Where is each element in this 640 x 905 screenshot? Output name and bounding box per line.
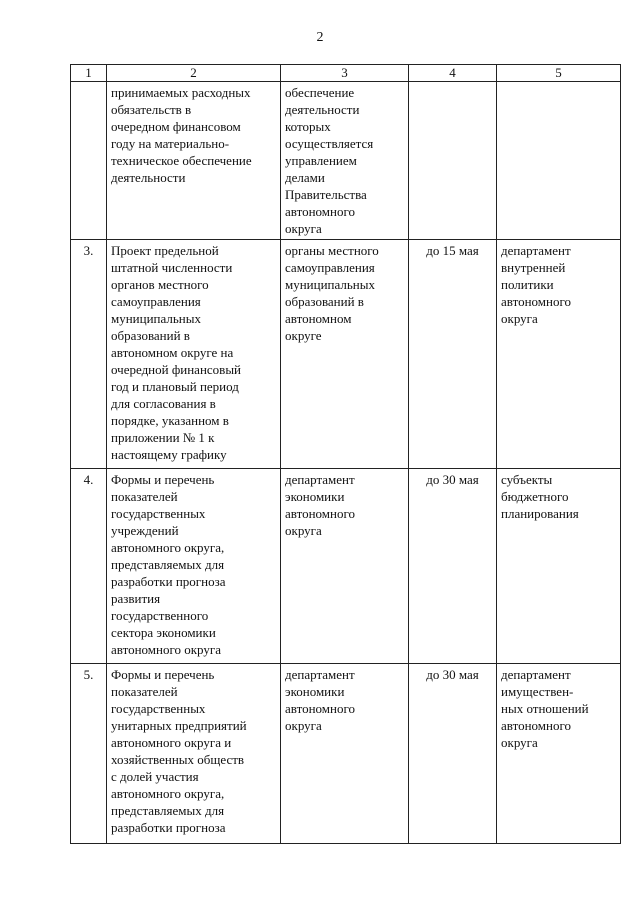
deadline: до 15 мая [409, 240, 497, 469]
header-row [71, 65, 621, 82]
deadline: до 30 мая [409, 469, 497, 664]
recipient: департамент имуществен- ных отношений автономного округа [497, 664, 621, 844]
deadline: до 30 мая [409, 664, 497, 844]
column-header: 4 [409, 65, 497, 82]
responsible-party: органы местного самоуправления муниципальных образований в автономном округе [281, 240, 409, 469]
item-title: Формы и перечень показателей государственных учреждений автономного округа, представляемых для разработки прогноза развития государственного сектора экономики автономного округа [107, 469, 281, 664]
responsible-party: обеспечение деятельности которых осуществляется управлением делами Правительства автономного округа [281, 82, 409, 240]
schedule-table [70, 64, 621, 844]
table-row [71, 469, 621, 664]
row-number: 4. [71, 469, 107, 664]
responsible-party: департамент экономики автономного округа [281, 469, 409, 664]
table-row [71, 82, 621, 240]
column-header: 5 [497, 65, 621, 82]
column-header: 2 [107, 65, 281, 82]
item-title: Проект предельной штатной численности органов местного самоуправления муниципальных образований в автономном округе на очередной финансовый год и плановый период для согласования в порядке, указанном в приложении № 1 к настоящему графику [107, 240, 281, 469]
deadline [409, 82, 497, 240]
column-header: 3 [281, 65, 409, 82]
responsible-party: департамент экономики автономного округа [281, 664, 409, 844]
item-title: Формы и перечень показателей государственных унитарных предприятий автономного округа и хозяйственных обществ с долей участия автономного округа, представляемых для разработки прогноза [107, 664, 281, 844]
recipient: департамент внутренней политики автономного округа [497, 240, 621, 469]
table-row [71, 664, 621, 844]
row-number: 5. [71, 664, 107, 844]
table-row [71, 240, 621, 469]
item-title: принимаемых расходных обязательств в очередном финансовом году на материально- техническое обеспечение деятельности [107, 82, 281, 240]
page-number: 2 [316, 30, 324, 45]
row-number [71, 82, 107, 240]
recipient: субъекты бюджетного планирования [497, 469, 621, 664]
column-header: 1 [71, 65, 107, 82]
row-number: 3. [71, 240, 107, 469]
recipient [497, 82, 621, 240]
